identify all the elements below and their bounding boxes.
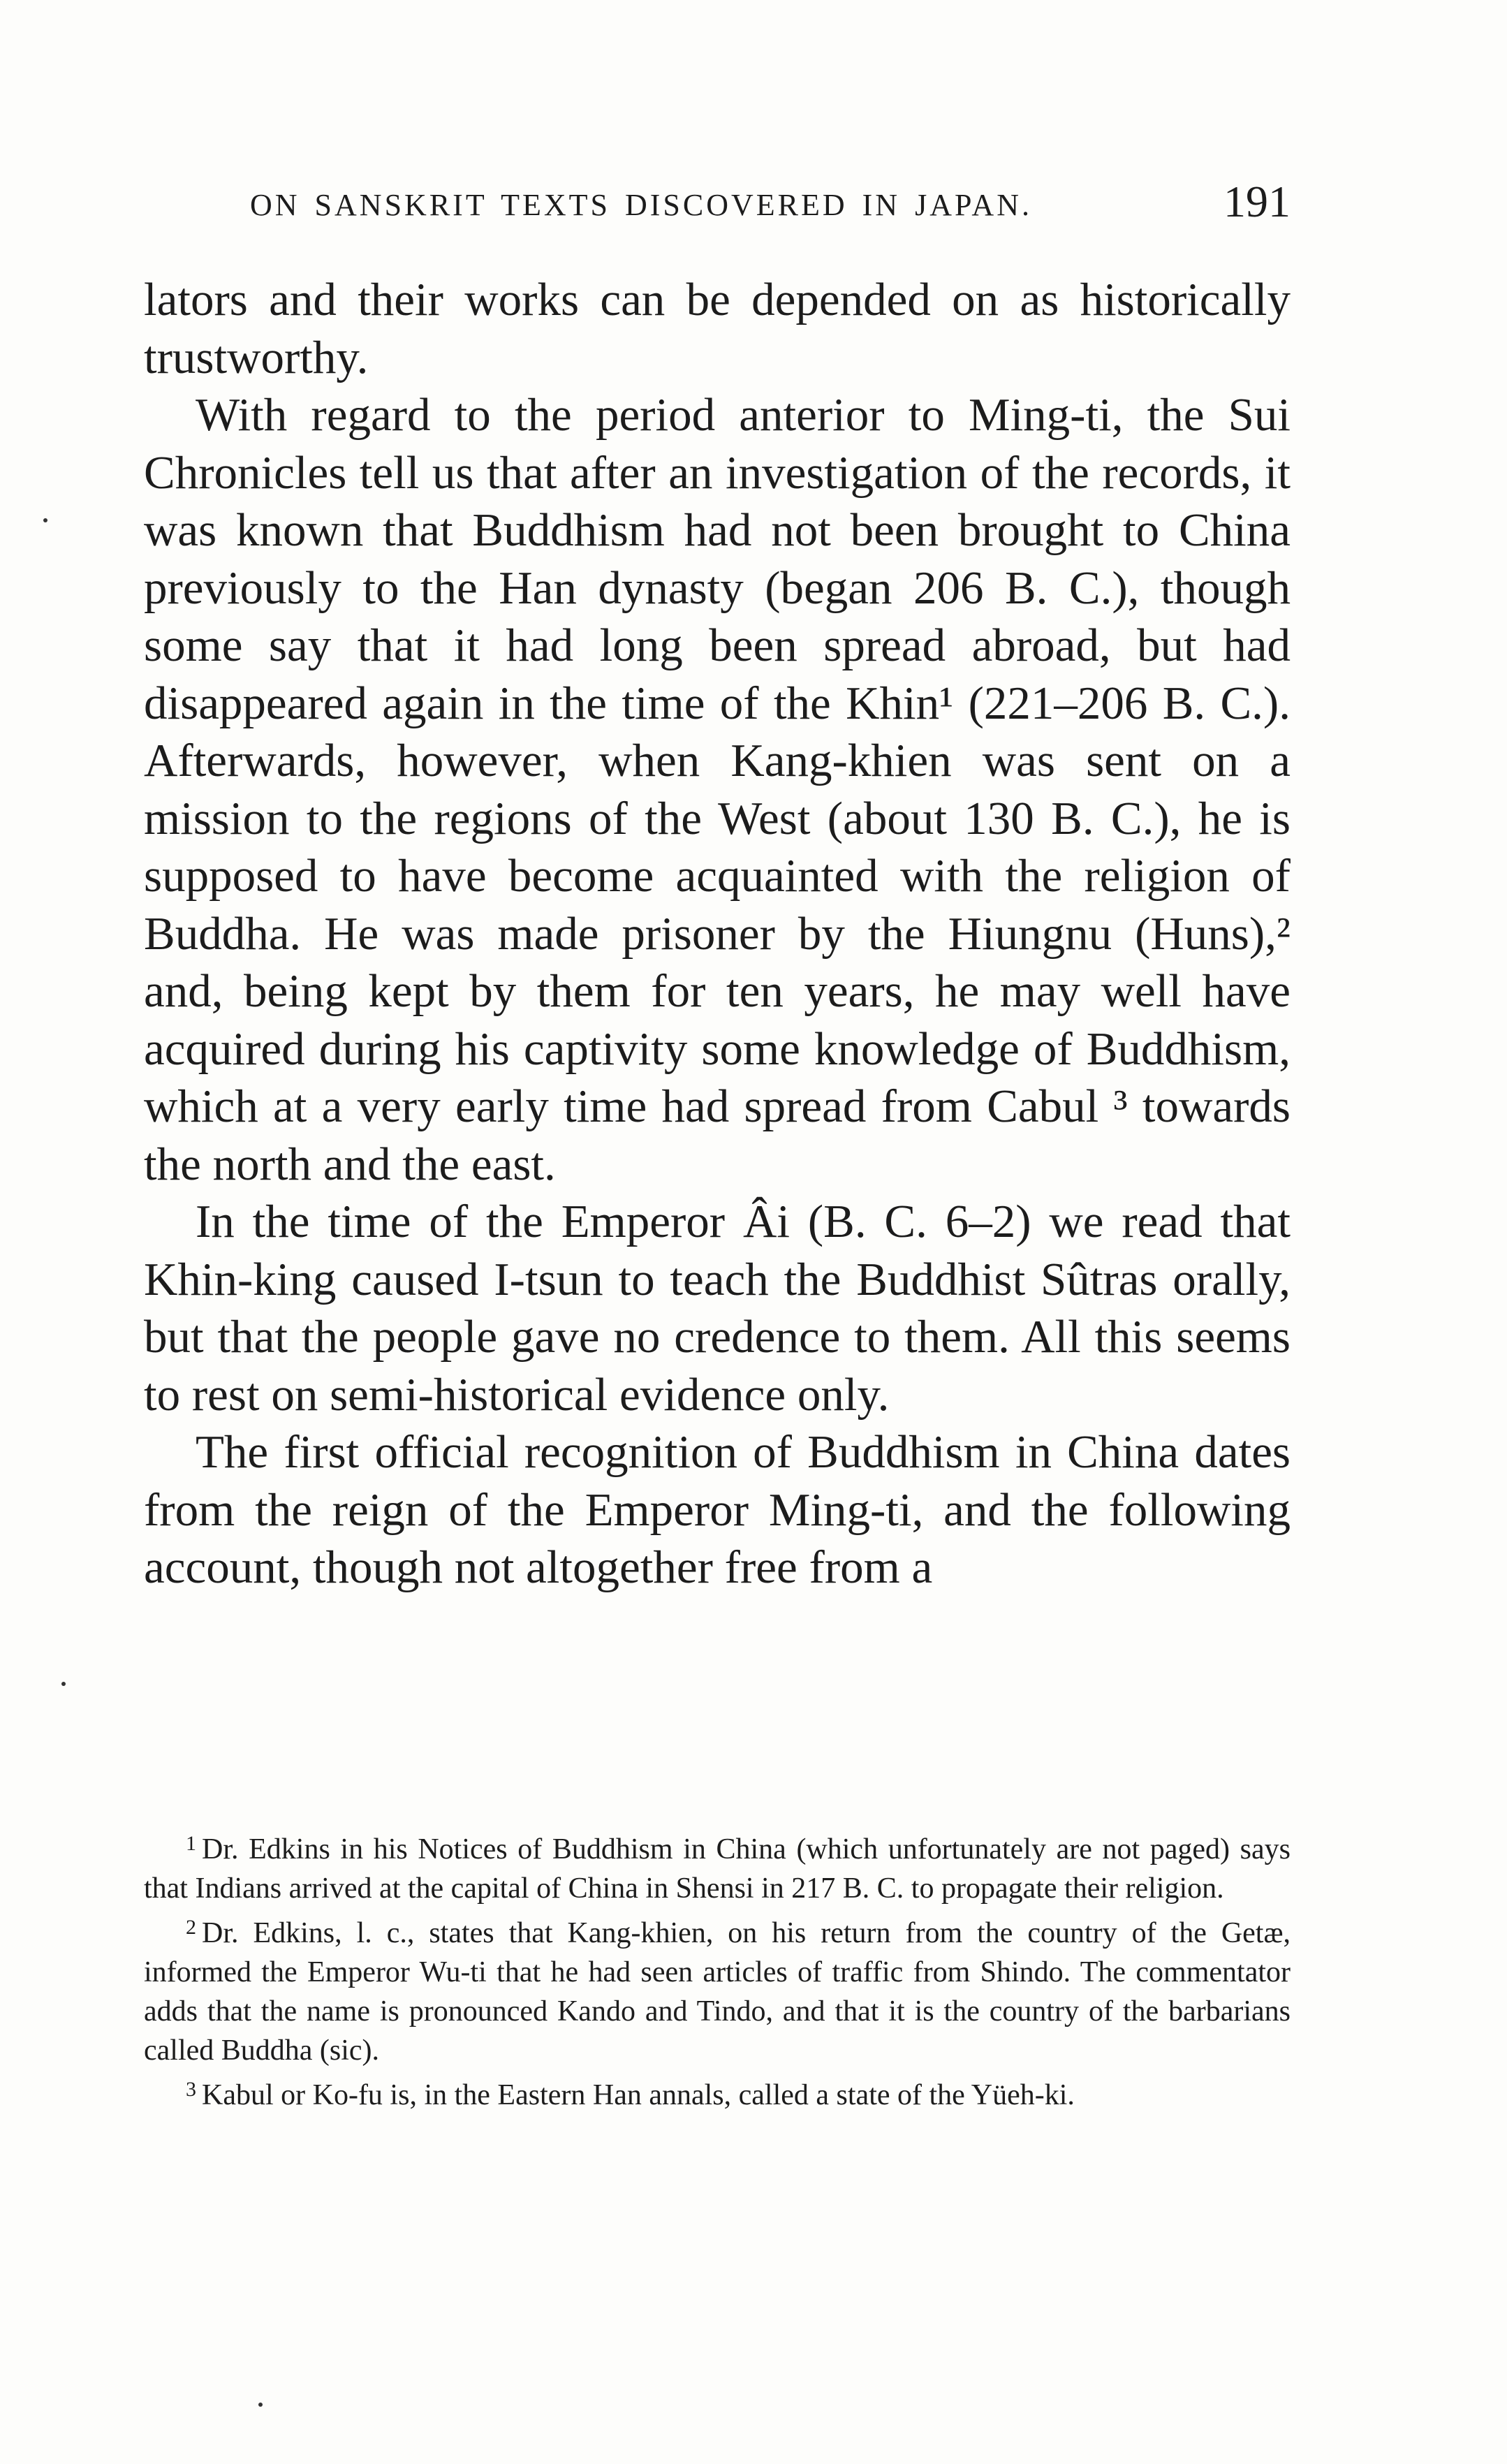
paragraph-2: With regard to the period anterior to Ming-ti, the Sui Chronicles tell us that after an investigation of the records, it was known that Buddhism had not been brought to China previously to the Han dynasty (began 206 B. C.), though some say that it had long been spread abroad, but had disappeared again in the time of the Khin¹ (221–206 B. C.). Afterwards, however, when Kang-khien was sent on a mission to the regions of the West (about 130 B. C.), he is supposed to have become acquainted with the religion of Buddha. He was made prisoner by the Hiungnu (Huns),² and, being kept by them for ten years, he may well have acquired during his captivity some knowledge of Buddhism, which at a very early time had spread from Cabul ³ towards the north and the east. [144,389,1291,1190]
footnote-mark: 1 [186,1832,196,1855]
paragraph-4: The first official recognition of Buddhism in China dates from the reign of the Emperor Ming-ti, and the following account, though not altogether free from a [144,1426,1291,1593]
running-head: ON SANSKRIT TEXTS DISCOVERED IN JAPAN. [250,188,1032,222]
footnote-mark: 2 [186,1916,196,1939]
footnote-1 [144,1824,1291,1908]
paragraph-3: In the time of the Emperor Âi (B. C. 6–2) we read that Khin-king caused I-tsun to teach the Buddhist Sûtras orally, but that the people gave no credence to them. All this seems to rest on semi-historical evidence only. [144,1196,1291,1421]
paragraph-1: lators and their works can be depended on as historically trustworthy. [144,274,1291,383]
footnote-2 [144,1908,1291,2070]
scan-speck [258,2403,263,2407]
footnote-mark: 3 [186,2078,196,2101]
scan-speck [43,518,47,522]
footnote-text: Kabul or Ko-fu is, in the Eastern Han annals, called a state of the Yüeh-ki. [202,2079,1075,2111]
footnotes [144,1824,1291,2115]
scan-speck [61,1682,66,1686]
footnote-text: Dr. Edkins, l. c., states that Kang-khien, on his return from the country of the Getæ, informed the Emperor Wu-ti that he had seen articles of traffic from Shindo. The commentator adds that the name is pronounced Kando and Tindo, and that it is the country of the barbarians called Buddha (sic). [144,1917,1291,2067]
footnote-3 [144,2070,1291,2115]
page-number: 191 [1223,177,1291,226]
body-text [144,271,1291,1597]
footnote-text: Dr. Edkins in his Notices of Buddhism in China (which unfortunately are not paged) says that Indians arrived at the capital of China in Shensi in 217 B. C. to propagate their religion. [144,1833,1291,1905]
page-header [145,177,1291,236]
